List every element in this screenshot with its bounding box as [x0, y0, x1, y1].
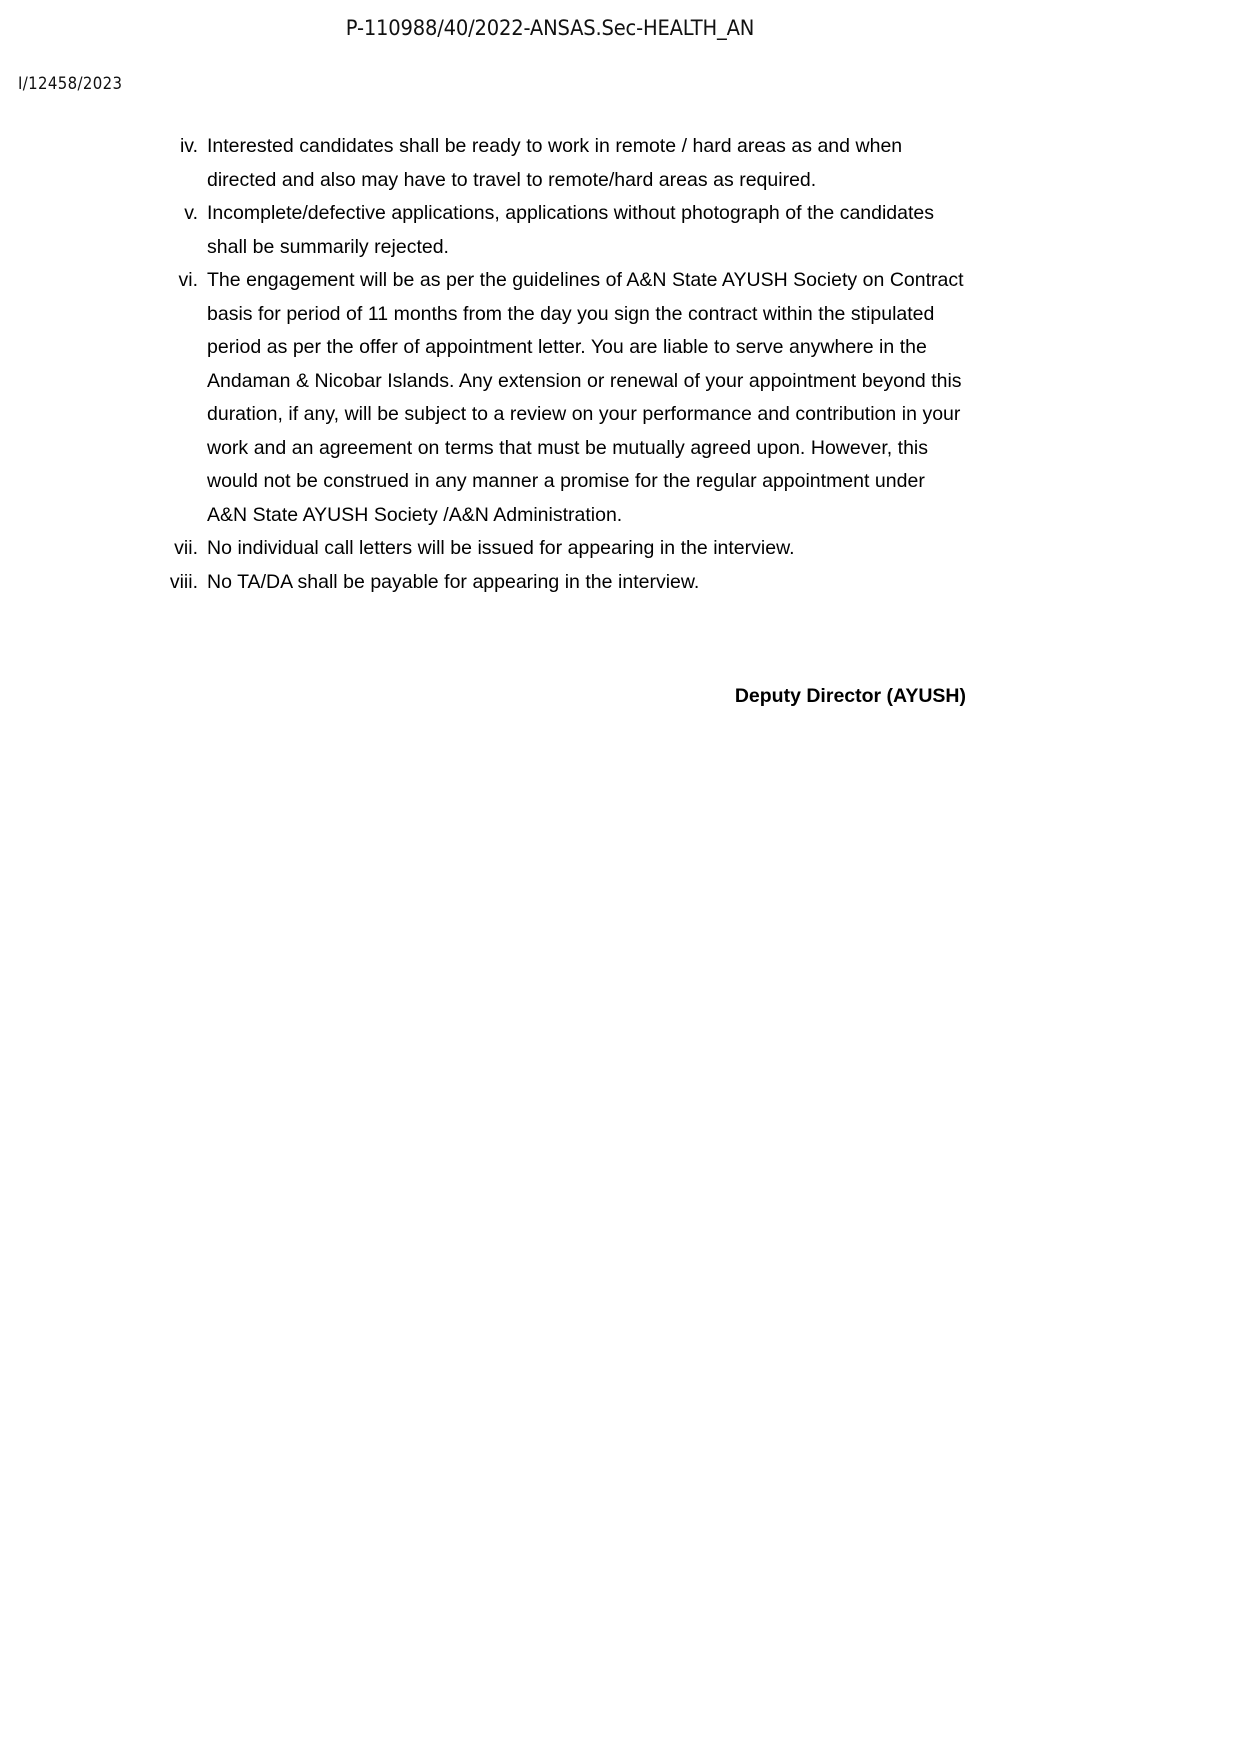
document-body [0, 130, 1240, 599]
clause-marker: vi. [178, 269, 198, 291]
clause-text: Incomplete/defective applications, applications without photograph of the candidates shall be summarily rejected. [207, 202, 935, 258]
clause-item [0, 130, 1240, 197]
clause-marker: vii. [174, 537, 198, 559]
clause-marker: v. [184, 202, 198, 224]
clause-text: No individual call letters will be issued for appearing in the interview. [207, 537, 795, 559]
clause-list [0, 130, 1240, 599]
clause-marker: iv. [179, 135, 198, 157]
clause-item [0, 532, 1240, 566]
signatory-designation: Deputy Director (AYUSH) [734, 685, 966, 707]
clause-item [0, 264, 1240, 532]
document-header-stamp: P-110988/40/2022-ANSAS.Sec-HEALTH_AN [345, 16, 755, 40]
clause-item [0, 566, 1240, 600]
clause-item [0, 197, 1240, 264]
clause-text: The engagement will be as per the guidelines of A&N State AYUSH Society on Contract basis for period of 11 months from the day you sign the contract within the stipulated period as per the offer of appointment letter. You are liable to serve anywhere in the Andaman & Nicobar Islands. Any extension or renewal of your appointment beyond this duration, if any, will be subject to a review on your performance and contribution in your work and an agreement on terms that must be mutually agreed upon. However, this would not be construed in any manner a promise for the regular appointment under A&N State AYUSH Society /A&N Administration. [207, 269, 964, 526]
clause-marker: viii. [169, 570, 198, 593]
clause-text: Interested candidates shall be ready to work in remote / hard areas as and when directed and also may have to travel to remote/hard areas as required. [207, 135, 903, 191]
document-file-number: I/12458/2023 [18, 74, 123, 94]
signature-block [0, 682, 966, 710]
clause-text: No TA/DA shall be payable for appearing in the interview. [207, 570, 700, 593]
